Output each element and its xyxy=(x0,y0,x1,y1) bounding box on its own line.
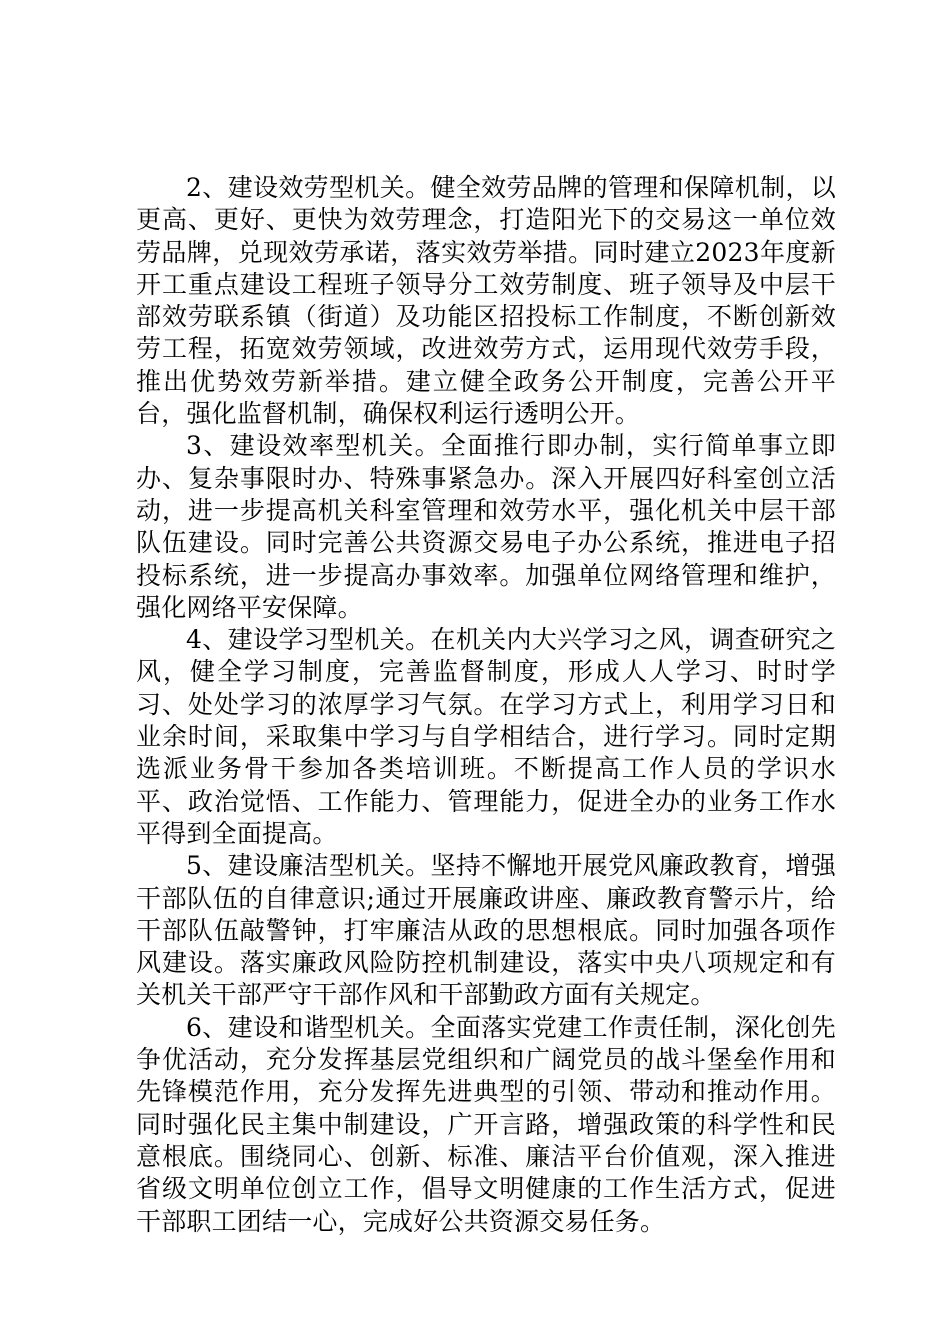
document-body xyxy=(136,172,836,1238)
paragraph-4-learning-organ: 4、建设学习型机关。在机关内大兴学习之风，调查研究之风，健全学习制度，完善监督制度，形成人人学习、时时学习、处处学习的浓厚学习气氛。在学习方式上，利用学习日和业余时间，采取集中学习与自学相结合，进行学习。同时定期选派业务骨干参加各类培训班。不断提高工作人员的学识水平、政治觉悟、工作能力、管理能力，促进全办的业务工作水平得到全面提高。 xyxy=(136,625,836,848)
paragraph-2-service-organ: 2、建设效劳型机关。健全效劳品牌的管理和保障机制，以更高、更好、更快为效劳理念，打造阳光下的交易这一单位效劳品牌，兑现效劳承诺，落实效劳举措。同时建立2023年度新开工重点建设工程班子领导分工效劳制度、班子领导及中层干部效劳联系镇（街道）及功能区招投标工作制度，不断创新效劳工程，拓宽效劳领域，改进效劳方式，运用现代效劳手段，推出优势效劳新举措。建立健全政务公开制度，完善公开平台，强化监督机制，确保权利运行透明公开。 xyxy=(136,173,836,429)
paragraph-5-integrity-organ: 5、建设廉洁型机关。坚持不懈地开展党风廉政教育，增强干部队伍的自律意识;通过开展廉政讲座、廉政教育警示片，给干部队伍敲警钟，打牢廉洁从政的思想根底。同时加强各项作风建设。落实廉政风险防控机制建设，落实中央八项规定和有关机关干部严守干部作风和干部勤政方面有关规定。 xyxy=(136,851,836,1010)
paragraph-3-efficiency-organ: 3、建设效率型机关。全面推行即办制，实行简单事立即办、复杂事限时办、特殊事紧急办。深入开展四好科室创立活动，进一步提高机关科室管理和效劳水平，强化机关中层干部队伍建设。同时完善公共资源交易电子办公系统，推进电子招投标系统，进一步提高办事效率。加强单位网络管理和维护，强化网络平安保障。 xyxy=(136,431,836,622)
paragraph-6-harmony-organ: 6、建设和谐型机关。全面落实党建工作责任制，深化创先争优活动，充分发挥基层党组织和广阔党员的战斗堡垒作用和先锋模范作用，充分发挥先进典型的引领、带动和推动作用。同时强化民主集中制建设，广开言路，增强政策的科学性和民意根底。围绕同心、创新、标准、廉洁平台价值观，深入推进省级文明单位创立工作，倡导文明健康的工作生活方式，促进干部职工团结一心，完成好公共资源交易任务。 xyxy=(136,1012,836,1236)
